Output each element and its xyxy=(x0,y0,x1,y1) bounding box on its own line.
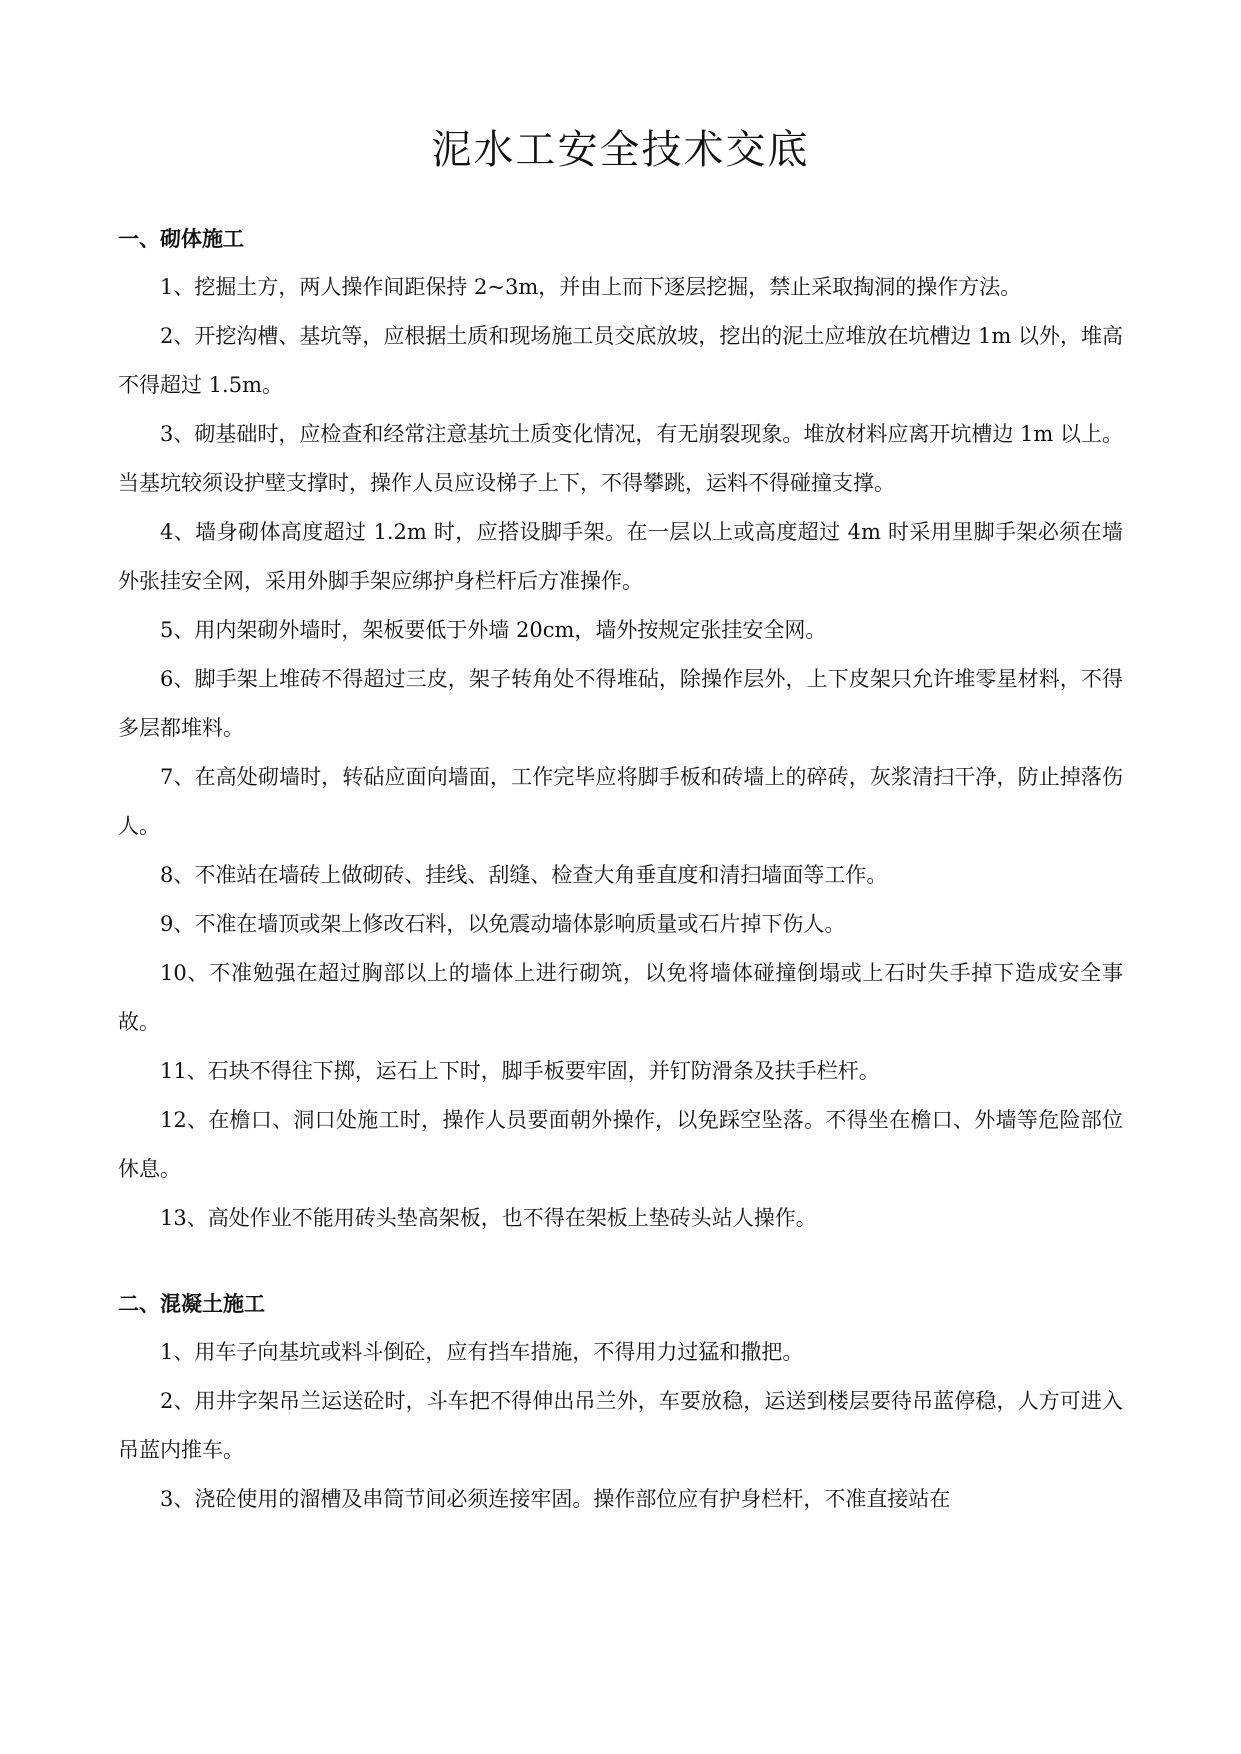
list-item: 9、不准在墙顶或架上修改石料，以免震动墙体影响质量或石片掉下伤人。 xyxy=(160,912,846,936)
list-item: 8、不准站在墙砖上做砌砖、挂线、刮缝、检查大角垂直度和清扫墙面等工作。 xyxy=(160,863,888,887)
list-item: 13、高处作业不能用砖头垫高架板，也不得在架板上垫砖头站人操作。 xyxy=(160,1206,817,1230)
list-item: 12、在檐口、洞口处施工时，操作人员要面朝外操作，以免踩空坠落。不得坐在檐口、外墙等危险部位休息。 xyxy=(118,1108,1123,1181)
section-concrete xyxy=(118,1279,1123,1524)
list-item: 2、开挖沟槽、基坑等，应根据土质和现场施工员交底放坡，挖出的泥土应堆放在坑槽边 1m 以外，堆高不得超过 1.5m。 xyxy=(118,324,1123,397)
list-item: 10、不准勉强在超过胸部以上的墙体上进行砌筑，以免将墙体碰撞倒塌或上石时失手掉下造成安全事故。 xyxy=(118,961,1123,1034)
list-item: 5、用内架砌外墙时，架板要低于外墙 20cm，墙外按规定张挂安全网。 xyxy=(160,618,827,642)
list-item: 4、墙身砌体高度超过 1.2m 时，应搭设脚手架。在一层以上或高度超过 4m 时采用里脚手架必须在墙外张挂安全网，采用外脚手架应绑护身栏杆后方准操作。 xyxy=(118,520,1123,593)
list-item: 3、浇砼使用的溜槽及串筒节间必须连接牢固。操作部位应有护身栏杆，不准直接站在 xyxy=(160,1487,951,1511)
list-item: 11、石块不得往下掷，运石上下时，脚手板要牢固，并钉防滑条及扶手栏杆。 xyxy=(160,1059,880,1083)
section-masonry xyxy=(118,214,1123,1243)
section-heading: 二、混凝土施工 xyxy=(118,1291,265,1316)
list-item: 7、在高处砌墙时，转砧应面向墙面，工作完毕应将脚手板和砖墙上的碎砖，灰浆清扫干净，防止掉落伤人。 xyxy=(118,765,1123,838)
list-item: 6、脚手架上堆砖不得超过三皮，架子转角处不得堆砧，除操作层外，上下皮架只允许堆零星材料，不得多层都堆料。 xyxy=(118,667,1123,740)
list-item: 1、用车子向基坑或料斗倒砼，应有挡车措施，不得用力过猛和撒把。 xyxy=(160,1340,804,1364)
list-item: 1、挖掘土方，两人操作间距保持 2~3m，并由上而下逐层挖掘，禁止采取掏洞的操作方法。 xyxy=(160,275,1022,299)
list-item: 3、砌基础时，应检查和经常注意基坑土质变化情况，有无崩裂现象。堆放材料应离开坑槽边 1m 以上。当基坑较须设护壁支撑时，操作人员应设梯子上下，不得攀跳，运料不得碰撞支撑。 xyxy=(118,422,1123,495)
section-heading: 一、砌体施工 xyxy=(118,226,244,251)
list-item: 2、用井字架吊兰运送砼时，斗车把不得伸出吊兰外，车要放稳，运送到楼层要待吊蓝停稳，人方可进入吊蓝内推车。 xyxy=(118,1389,1123,1462)
document-title: 泥水工安全技术交底 xyxy=(431,127,810,173)
